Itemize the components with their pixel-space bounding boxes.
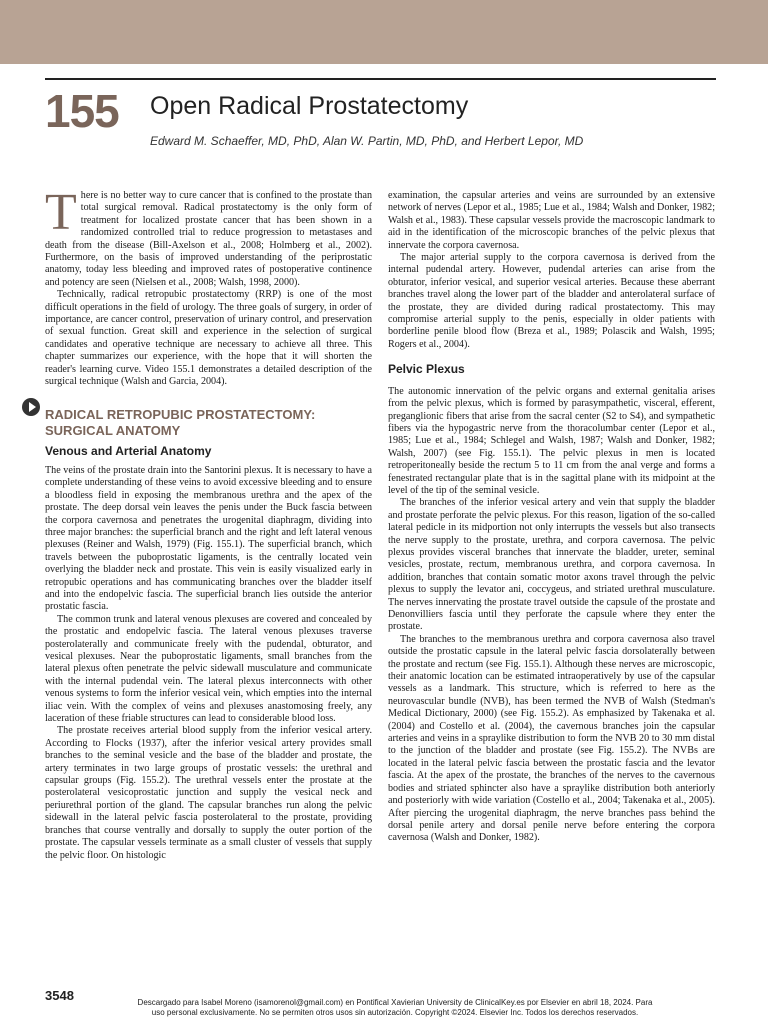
header-rule [45,78,716,80]
right-column [388,190,715,845]
venous-paragraph-1: The veins of the prostate drain into the Santorini plexus. It is necessary to have a complete understanding of these veins to avoid excessive bleeding and to ensure a bloodless field in exposing the membranous urethra and the apex of the prostate. The deep dorsal vein leaves the penis under the Buck fascia between the corpora cavernosa and penetrates the urogenital diaphragm, dividing into three major branches: the superficial branch and the right and left lateral venous plexuses (Reiner and Walsh, 1979) (Fig. 155.1). The superficial branch, which travels between the puboprostatic ligaments, is the centrally located vein overlying the bladder neck and prostate. This vein is easily visualized early in retropubic operations and has communicating branches over the bladder itself and into the endopelvic fascia. The superficial branch lies outside the anterior prostatic fascia. [45,464,372,613]
drop-cap: T [45,184,77,241]
play-icon[interactable] [22,398,40,416]
pelvic-plexus-heading: Pelvic Plexus [388,362,465,377]
top-banner [0,0,768,64]
chapter-number: 155 [45,85,119,137]
right-paragraph-2: The major arterial supply to the corpora cavernosa is derived from the internal pudendal artery. However, pudendal arteries can arise from the obturator, inferior vesical, and superior vesical arteries. Because these aberrant branches travel along the lower part of the bladder and anterolateral surface of the prostate, they are divided during radical prostatectomy. This may compromise arterial supply to the penis, especially in older patients with borderline penile blood flow (Breza et al., 1989; Polascik and Walsh, 1995; Rogers et al., 2004). [388,252,715,350]
section-heading: RADICAL RETROPUBIC PROSTATECTOMY: SURGICAL ANATOMY [45,406,316,438]
intro-paragraph-2: Technically, radical retropubic prostatectomy (RRP) is one of the most difficult operations in the field of urology. The three goals of surgery, in order of importance, are cancer control, preservation of urinary control, and preservation of sexual function. Great skill and experience in the selection of surgical candidates and operative technique are necessary to achieve all three. This chapter summarizes our experience, with the hope that it will shorten the reader's learning curve. Video 155.1 demonstrates a detailed description of the surgical technique (Walsh and Garcia, 2004). [45,289,372,388]
right-paragraph-5: The branches to the membranous urethra and corpora cavernosa also travel outside the prostatic capsule in the lateral pelvic fascia dorsolaterally between the prostate and rectum (see Fig. 155.1). Although these nerves are microscopic, their anatomic location can be estimated intraoperatively by use of the capsular vessels as a landmark. This structure, which is referred to here as the neurovascular bundle (NVB), has been termed the NVB of Walsh (Stedman's Medical Dictionary, 2000) (see Fig. 155.2). As emphasized by Takenaka et al. (2004) and Costello et al. (2004), the cavernous branches join the capsular arteries and veins in a spraylike distribution to form the NVB 20 to 30 mm distal to the junction of the bladder and prostate (see Fig. 155.2). The NVBs are located in the lateral pelvic fascia between the prostatic fascia and the levator fascia. At the apex of the prostate, the branches of the nerves to the cavernous bodies and striated sphincter also have a spraylike distribution both anteriorly and posteriorly with wide variation (Costello et al., 2004; Takenaka et al., 2005). After piercing the urogenital diaphragm, the nerve branches pass behind the dorsal penile artery and dorsal penile nerve before entering the corpora cavernosa (Walsh and Donker, 1982). [388,633,715,844]
download-notice [100,998,690,1018]
chapter-title: Open Radical Prostatectomy [150,92,469,120]
download-notice-line-2: uso personal exclusivamente. No se permiten otros usos sin autorización. Copyright ©2024. Elsevier Inc. Todos los derechos reservados. [151,1008,639,1017]
page-number: 3548 [45,988,74,1003]
subsection-heading: Venous and Arterial Anatomy [45,443,212,458]
right-paragraph-1: examination, the capsular arteries and veins are surrounded by an extensive network of nerves (Lepor et al., 1985; Lue et al., 1984; Walsh and Donker, 1982; Walsh et al., 1983). These capsular vessels provide the macroscopic landmark to aid in the identification of the microscopic branches of the pelvic plexus that innervate the corpora cavernosa. [388,190,715,251]
download-notice-line-1: Descargado para Isabel Moreno (isamorenol@gmail.com) en Pontifical Xavierian University de ClinicalKey.es por Elsevier en abril 18, 2024. Para [137,998,653,1007]
intro-text-1: here is no better way to cure cancer that is confined to the prostate than total surgical removal. Radical prostatectomy is the only form of treatment for localized prostate cancer that has been shown in a randomized controlled trial to reduce progression to metastases and death from the disease (Bill-Axelson et al., 2008; Holmberg et al., 2002). Furthermore, on the basis of improved understanding of the periprostatic anatomy, today less bleeding and improved rates of postoperative continence and potency are seen (Nielsen et al., 2008; Walsh, 1998, 2000). [45,190,372,288]
chapter-authors: Edward M. Schaeffer, MD, PhD, Alan W. Partin, MD, PhD, and Herbert Lepor, MD [150,134,584,148]
right-paragraph-3: The autonomic innervation of the pelvic organs and external genitalia arises from the pelvic plexus, which is formed by parasympathetic, visceral, efferent, preganglionic fibers that arise from the sacral center (S2 to S4), and sympathetic fibers via the hypogastric nerve from the thoracolumbar center (Lepor et al., 1985; Lue et al., 1984; Schlegel and Walsh, 1987; Walsh and Donker, 1982; Walsh, 2007) (see Fig. 155.1). The pelvic plexus in men is located retroperitoneally beside the rectum 5 to 11 cm from the anal verge and forms a fenestrated rectangular plate that is in the sagittal plane with its midpoint at the level of the tip of the seminal vesicle. [388,385,715,496]
intro-paragraph-1 [45,184,372,289]
right-paragraph-4: The branches of the inferior vesical artery and vein that supply the bladder and prostate perforate the pelvic plexus. For this reason, ligation of the so-called lateral pedicle in its midportion not only interrupts the vessels but also transects the nerve supply to the prostate, urethra, and corpora cavernosa. The pelvic plexus provides visceral branches that innervate the bladder, ureter, seminal vesicles, prostate, rectum, membranous urethra, and corpora cavernosa. In addition, branches that contain somatic motor axons travel through the pelvic plexus to supply the levator ani, coccygeus, and striated urethral musculature. The nerves innervating the prostate travel outside the capsule of the prostate and Denonvilliers fascia until they perforate the capsule where they enter the prostate. [388,497,715,633]
venous-paragraph-2: The common trunk and lateral venous plexuses are covered and concealed by the prostatic and endopelvic fascia. The lateral venous plexuses traverse posterolaterally and communicate freely with the pudendal, obturator, and vesical plexuses. Near the puboprostatic ligaments, small branches from the lateral plexus often penetrate the pelvic sidewall musculature and communicate with the internal pudendal vein. The lateral plexus interconnects with other venous systems to form the inferior vesical vein, which empties into the internal iliac vein. With the complex of veins and plexuses anastomosing freely, any laceration of these friable structures can lead to considerable blood loss. [45,613,372,725]
left-column [45,184,372,862]
venous-paragraph-3: The prostate receives arterial blood supply from the inferior vesical artery. According to Flocks (1937), after the inferior vesical artery provides small branches to the seminal vesicle and the base of the bladder and prostate, the artery terminates in two large groups of prostatic vessels: the urethral and capsular groups (Fig. 155.2). The urethral vessels enter the prostate at the posterolateral vesicoprostatic junction and supply the vesical neck and periurethral portion of the gland. The capsular branches run along the pelvic sidewall in the lateral pelvic fascia posterolateral to the prostate, providing branches that course ventrally and dorsally to supply the outer portion of the prostate. The capsular vessels terminate as a small cluster of vessels that supply the pelvic floor. On histologic [45,725,372,861]
